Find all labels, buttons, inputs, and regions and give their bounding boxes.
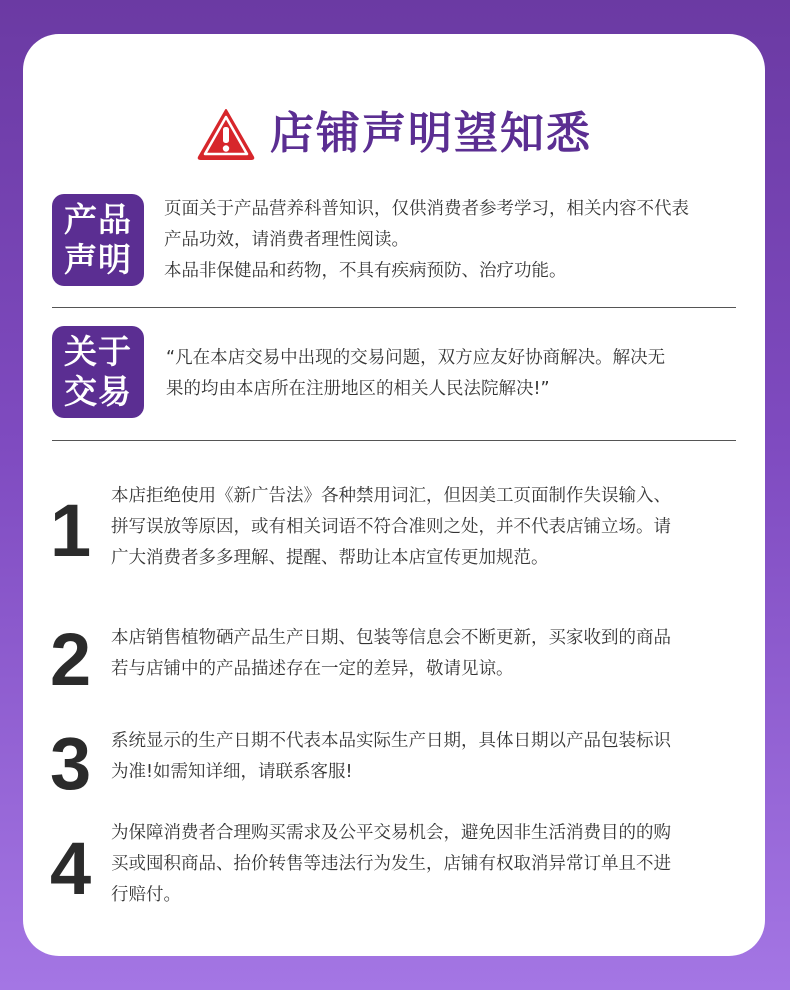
text-line: 本店拒绝使用《新广告法》各种禁用词汇，但因美工页面制作失误输入、 bbox=[111, 486, 671, 506]
page-title: 店铺声明望知悉 bbox=[270, 108, 592, 159]
text-line: 产品功效，请消费者理性阅读。 bbox=[164, 230, 409, 250]
item-number: 2 bbox=[50, 618, 92, 701]
title-row bbox=[23, 102, 765, 166]
section-product-text bbox=[164, 194, 754, 287]
text-line: 广大消费者多多理解、提醒、帮助让本店宣传更加规范。 bbox=[111, 548, 549, 568]
text-line: 行赔付。 bbox=[111, 885, 181, 905]
item-text bbox=[111, 481, 751, 574]
text-line: “凡在本店交易中出现的交易问题，双方应友好协商解决。解决无 bbox=[166, 348, 666, 368]
item-text bbox=[111, 818, 751, 911]
text-line: 页面关于产品营养科普知识，仅供消费者参考学习，相关内容不代表 bbox=[164, 199, 689, 219]
tag-line: 交易 bbox=[64, 372, 132, 411]
tag-line: 声明 bbox=[64, 240, 132, 279]
text-line: 买或囤积商品、抬价转售等违法行为发生，店铺有权取消异常订单且不进 bbox=[111, 854, 671, 874]
tag-about-trade bbox=[52, 326, 144, 418]
text-line: 果的均由本店所在注册地区的相关人民法院解决!” bbox=[166, 379, 550, 399]
text-line: 本品非保健品和药物，不具有疾病预防、治疗功能。 bbox=[164, 261, 567, 281]
divider bbox=[52, 440, 736, 441]
text-line: 系统显示的生产日期不代表本品实际生产日期，具体日期以产品包装标识 bbox=[111, 731, 671, 751]
text-line: 为准!如需知详细，请联系客服! bbox=[111, 762, 353, 782]
item-text bbox=[111, 726, 751, 788]
item-number: 1 bbox=[50, 489, 92, 572]
divider bbox=[52, 307, 736, 308]
text-line: 若与店铺中的产品描述存在一定的差异，敬请见谅。 bbox=[111, 659, 514, 679]
item-number: 3 bbox=[50, 722, 92, 805]
item-text bbox=[111, 623, 751, 685]
text-line: 本店销售植物硒产品生产日期、包装等信息会不断更新，买家收到的商品 bbox=[111, 628, 671, 648]
text-line: 拼写误放等原因，或有相关词语不符合准则之处，并不代表店铺立场。请 bbox=[111, 517, 671, 537]
notice-card bbox=[23, 34, 765, 956]
tag-line: 产品 bbox=[64, 200, 132, 239]
tag-line: 关于 bbox=[64, 332, 132, 371]
tag-product-statement bbox=[52, 194, 144, 286]
item-number: 4 bbox=[50, 827, 92, 910]
section-trade-text bbox=[166, 343, 756, 405]
warning-triangle-icon bbox=[196, 107, 256, 161]
text-line: 为保障消费者合理购买需求及公平交易机会，避免因非生活消费目的的购 bbox=[111, 823, 671, 843]
